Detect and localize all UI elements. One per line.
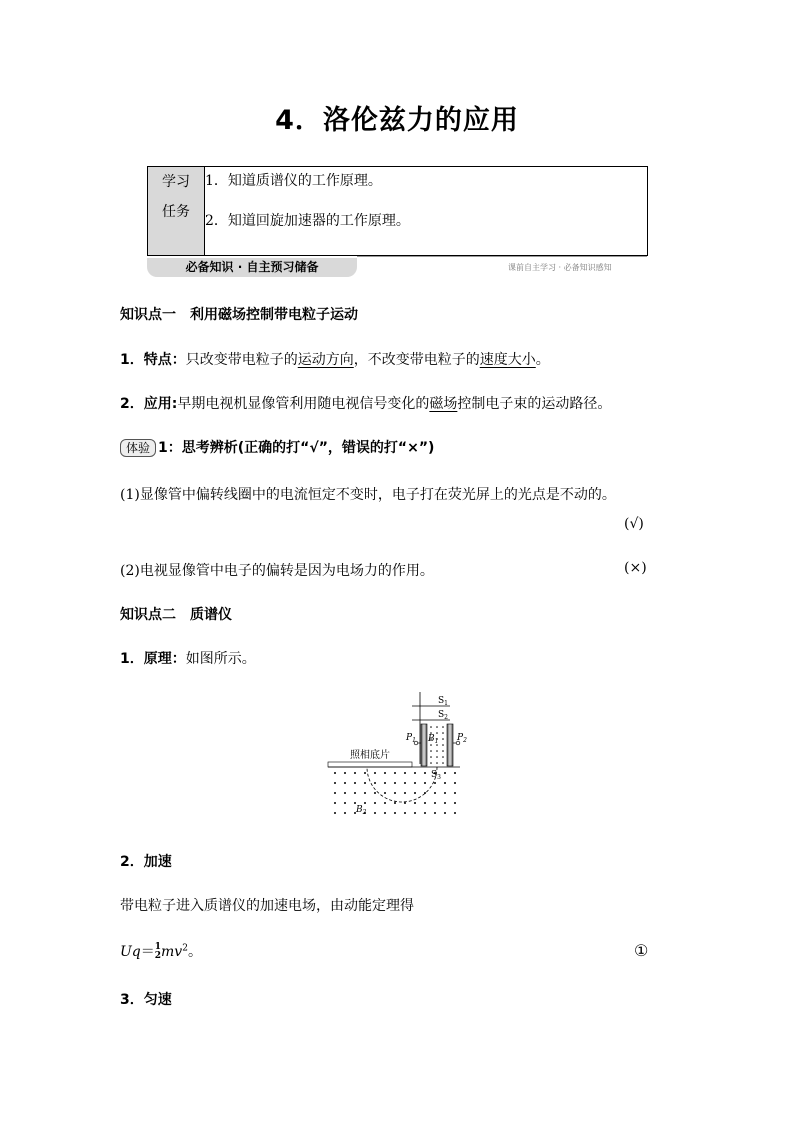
task-content	[205, 167, 648, 256]
label-s2: $S_2$	[438, 710, 448, 721]
eq-exponent: 2	[182, 943, 188, 954]
plate-p1	[421, 724, 427, 766]
label-b1: $B_1$	[428, 734, 439, 745]
section-banner: 必备知识 · 自主预习储备	[147, 258, 357, 277]
item-label: 原理：	[143, 651, 186, 667]
plate-p2	[447, 724, 453, 766]
item-number: 1．	[120, 352, 144, 368]
item-number: 1．	[120, 651, 144, 667]
task-label-line2: 任务	[162, 204, 190, 220]
section2-paragraph-1	[120, 648, 256, 668]
question-2-mark: (×)	[624, 560, 647, 576]
equation-marker: ①	[634, 941, 649, 960]
text: 如图所示。	[185, 651, 256, 667]
photographic-plate	[328, 762, 412, 767]
banner-divider	[357, 256, 647, 257]
task-label-line1: 学习	[162, 174, 190, 190]
item-number: 2．	[120, 396, 144, 412]
text: 只改变带电粒子的	[185, 352, 298, 368]
item-label: 加速	[143, 854, 172, 870]
text: ，不改变带电粒子的	[353, 352, 480, 368]
experience-line	[120, 437, 434, 457]
label-p1: $P_1$	[406, 733, 416, 744]
experience-text: 1：思考辨析(正确的打“√”，错误的打“×”)	[158, 440, 435, 456]
kinetic-energy-equation	[120, 941, 202, 961]
item-label: 特点：	[143, 352, 186, 368]
task-label	[148, 167, 205, 256]
label-p2: $P_2$	[457, 733, 467, 744]
task-item: 1．知道质谱仪的工作原理。	[205, 173, 382, 189]
underlined-answer: 速度大小	[479, 352, 536, 368]
item-number: 2．	[120, 854, 144, 870]
section1-paragraph-1	[120, 349, 550, 369]
eq-sign: ＝	[140, 944, 155, 960]
underlined-answer: 运动方向	[297, 352, 354, 368]
deflection-field-b2	[328, 768, 460, 820]
task-item: 2．知道回旋加速器的工作原理。	[205, 213, 410, 229]
banner-caption: 课前自主学习 · 必备知识感知	[508, 263, 612, 272]
page-title: 4．洛伦兹力的应用	[275, 105, 519, 136]
eq-lhs: Uq	[120, 944, 141, 960]
eq-rhs: mv	[161, 944, 183, 960]
eq-fraction: 1 2	[154, 942, 162, 961]
selector-field-b1	[427, 724, 447, 766]
section2-paragraph-4	[120, 989, 172, 1009]
question-2: (2)电视显像管中电子的偏转是因为电场力的作用。	[120, 563, 434, 579]
underlined-answer: 磁场	[429, 396, 458, 412]
item-label: 匀速	[143, 992, 172, 1008]
item-number: 3．	[120, 992, 144, 1008]
section2-paragraph-3: 带电粒子进入质谱仪的加速电场，由动能定理得	[120, 898, 414, 914]
question-1-mark: (√)	[624, 516, 644, 532]
experience-tag: 体验	[120, 439, 156, 457]
label-b2: $B_2$	[356, 805, 367, 816]
question-1: (1)显像管中偏转线圈中的电流恒定不变时，电子打在荧光屏上的光点是不动的。	[120, 487, 616, 503]
label-s1: $S_1$	[438, 696, 448, 707]
eq-end: 。	[187, 944, 202, 960]
item-label: 应用:	[143, 396, 178, 412]
section2-paragraph-2	[120, 851, 172, 871]
plate-label: 照相底片	[350, 750, 390, 761]
text: 控制电子束的运动路径。	[457, 396, 612, 412]
section1-paragraph-2	[120, 393, 611, 413]
section2-heading: 知识点二 质谱仪	[120, 607, 232, 623]
text: 早期电视机显像管利用随电视信号变化的	[177, 396, 430, 412]
text: 。	[535, 352, 550, 368]
learning-task-table	[147, 166, 648, 256]
section1-heading: 知识点一 利用磁场控制带电粒子运动	[120, 307, 358, 323]
mass-spectrometer-figure	[320, 688, 470, 822]
